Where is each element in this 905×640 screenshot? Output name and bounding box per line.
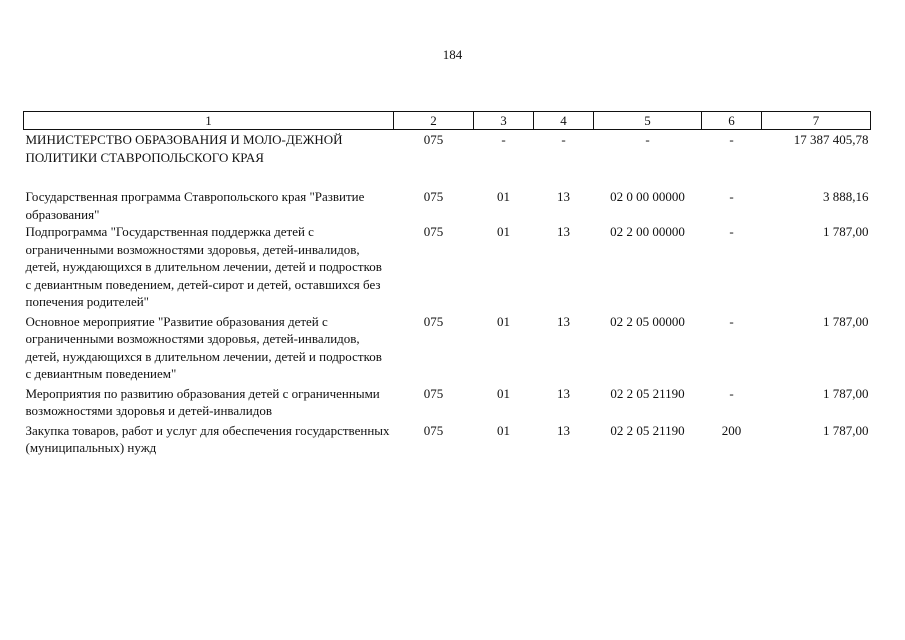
row-section: 01	[497, 385, 510, 401]
header-col-1: 1	[24, 112, 394, 130]
row-section: 01	[497, 189, 510, 204]
table-spacer-row	[24, 166, 871, 188]
table-row	[24, 383, 871, 420]
table-row	[24, 420, 871, 457]
table-row-ministry	[24, 130, 871, 167]
row-target-article: 02 2 05 00000	[610, 313, 685, 329]
row-name: МИНИСТЕРСТВО ОБРАЗОВАНИЯ И МОЛО-ДЕЖНОЙ ПОЛИТИКИ СТАВРОПОЛЬСКОГО КРАЯ	[25, 132, 343, 165]
row-expense-type: -	[729, 313, 734, 329]
row-subsection: 13	[557, 385, 570, 401]
row-ministry-code: 075	[423, 132, 444, 147]
row-amount: 1 787,00	[823, 313, 869, 329]
row-target-article: 02 2 00 00000	[610, 224, 685, 239]
page-number: 184	[442, 47, 463, 62]
row-amount: 1 787,00	[823, 385, 869, 401]
row-section: 01	[497, 313, 510, 329]
row-target-article: 02 2 05 21190	[610, 422, 685, 438]
row-amount: 1 787,00	[823, 224, 869, 239]
row-subsection: 13	[557, 189, 570, 204]
row-amount: 3 888,16	[823, 189, 869, 204]
row-ministry-code: 075	[423, 422, 444, 438]
row-target-article: 02 0 00 00000	[610, 189, 685, 204]
header-col-5: 5	[594, 112, 702, 130]
row-target-article: -	[645, 132, 650, 147]
table-row	[24, 223, 871, 311]
row-section: -	[501, 132, 506, 147]
row-subsection: 13	[557, 224, 570, 239]
header-col-2: 2	[394, 112, 474, 130]
budget-table	[23, 111, 871, 457]
row-target-article: 02 2 05 21190	[610, 385, 685, 401]
header-col-3: 3	[474, 112, 534, 130]
row-name: Закупка товаров, работ и услуг для обеспечения государственных (муниципальных) нужд	[25, 422, 390, 455]
header-col-6: 6	[702, 112, 762, 130]
row-name: Подпрограмма "Государственная поддержка детей с ограниченными возможностями здоровья, детей-инвалидов, детей, нуждающихся в длительном лечении, детей и подростков с девиантным поведением, детей-сирот и детей, оставшихся без попечения родителей"	[25, 224, 382, 309]
row-subsection: 13	[557, 422, 570, 438]
row-ministry-code: 075	[423, 189, 444, 204]
row-expense-type: -	[729, 132, 734, 147]
row-ministry-code: 075	[423, 224, 444, 239]
row-name: Мероприятия по развитию образования детей с ограниченными возможностями здоровья и детей-инвалидов	[25, 385, 380, 418]
row-amount: 17 387 405,78	[793, 132, 869, 147]
row-section: 01	[497, 224, 510, 239]
header-col-4: 4	[534, 112, 594, 130]
row-ministry-code: 075	[423, 385, 444, 401]
row-name: Государственная программа Ставропольского края "Развитие образования"	[25, 189, 365, 222]
table-row	[24, 311, 871, 383]
budget-table-container	[23, 111, 870, 457]
header-col-7: 7	[762, 112, 871, 130]
table-row	[24, 188, 871, 223]
row-expense-type: 200	[721, 422, 742, 438]
row-subsection: -	[561, 132, 566, 147]
row-expense-type: -	[729, 224, 734, 239]
column-number-header	[24, 112, 871, 130]
row-subsection: 13	[557, 313, 570, 329]
row-section: 01	[497, 422, 510, 438]
row-expense-type: -	[729, 189, 734, 204]
row-name: Основное мероприятие "Развитие образования детей с ограниченными возможностями здоровья, детей-инвалидов, детей, нуждающихся в длительном лечении, детей и подростков с девиантным поведением"	[25, 313, 382, 381]
row-ministry-code: 075	[423, 313, 444, 329]
row-expense-type: -	[729, 385, 734, 401]
row-amount: 1 787,00	[823, 422, 869, 438]
